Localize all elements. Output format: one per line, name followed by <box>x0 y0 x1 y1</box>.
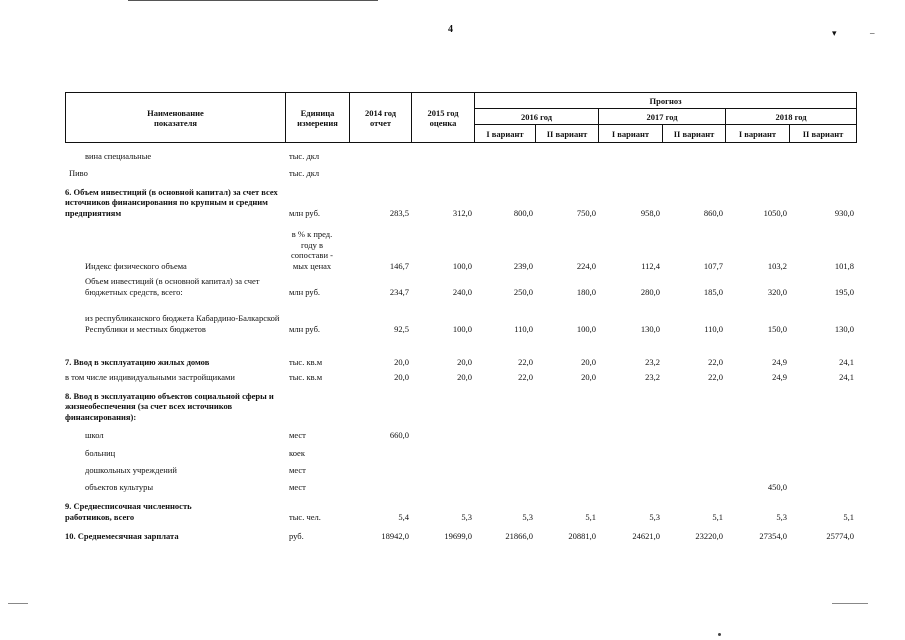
table-row <box>65 492 856 522</box>
table-row <box>65 178 856 218</box>
cell-2017-v1: 280,0 <box>640 286 660 297</box>
cell-2018-v1 <box>725 440 789 458</box>
cell-2014: 18942,0 <box>381 530 409 541</box>
cell-2018-v1 <box>725 422 789 440</box>
cell-2014 <box>349 440 411 458</box>
cell-2015 <box>411 458 474 475</box>
table-row <box>65 440 856 458</box>
header-2018-v2: II вариант <box>790 125 857 143</box>
table-row <box>65 458 856 475</box>
row-name: Пиво <box>69 167 88 178</box>
row-name: в том числе индивидуальными застройщиками <box>65 371 235 382</box>
header-unit: Единица измерения <box>286 93 350 143</box>
cell-2016-v1 <box>474 161 535 178</box>
cell-2016-v1: 22,0 <box>518 371 533 382</box>
cell-2015: 100,0 <box>452 323 472 334</box>
cell-2014: 283,5 <box>389 207 409 218</box>
table-row <box>65 297 856 334</box>
cell-2017-v1 <box>598 440 662 458</box>
cell-2015: 5,3 <box>461 511 472 522</box>
cell-2014: 146,7 <box>389 260 409 271</box>
header-2016: 2016 год <box>475 109 599 125</box>
cell-2014: 234,7 <box>389 286 409 297</box>
cell-2017-v1: 23,2 <box>645 356 660 367</box>
row-name: из республиканского бюджета Кабардино-Балкарской Республики и местных бюджетов <box>85 313 280 334</box>
cell-2018-v1 <box>725 458 789 475</box>
row-name: дошкольных учреждений <box>85 464 177 475</box>
header-2016-v2: II вариант <box>536 125 599 143</box>
cell-2017-v2 <box>662 440 725 458</box>
cell-2015 <box>411 422 474 440</box>
cell-2015 <box>411 148 474 161</box>
row-unit: тыс. кв.м <box>289 356 323 367</box>
cell-2018-v2: 195,0 <box>834 286 854 297</box>
table-row <box>65 522 856 541</box>
cell-2018-v2 <box>789 440 856 458</box>
cell-2015 <box>411 475 474 492</box>
row-unit: тыс. кв.м <box>289 371 323 382</box>
cell-2018-v2: 930,0 <box>834 207 854 218</box>
cell-2016-v1 <box>474 440 535 458</box>
cell-2018-v2 <box>789 422 856 440</box>
row-unit: тыс. дкл <box>289 150 320 161</box>
scan-artifact-dot <box>718 633 721 636</box>
row-name: 7. Ввод в эксплуатацию жилых домов <box>65 356 210 367</box>
cell-2017-v1 <box>598 422 662 440</box>
cell-2016-v2: 20,0 <box>581 356 596 367</box>
cell-2018-v2 <box>789 458 856 475</box>
cell-2017-v1 <box>598 458 662 475</box>
header-forecast: Прогноз <box>475 93 857 109</box>
scan-artifact-mark: – <box>870 28 875 38</box>
row-unit: мест <box>289 429 306 440</box>
cell-2016-v1: 800,0 <box>513 207 533 218</box>
cell-2017-v1: 24621,0 <box>632 530 660 541</box>
cell-2018-v2 <box>789 475 856 492</box>
cell-2017-v2: 860,0 <box>703 207 723 218</box>
cell-2017-v2: 5,1 <box>712 511 723 522</box>
header-2017: 2017 год <box>599 109 726 125</box>
cell-2016-v2 <box>535 475 598 492</box>
cell-2015: 312,0 <box>452 207 472 218</box>
row-unit: тыс. чел. <box>289 511 321 522</box>
cell-2014 <box>349 458 411 475</box>
cell-2014: 92,5 <box>394 323 409 334</box>
cell-2016-v1: 5,3 <box>522 511 533 522</box>
scan-artifact-mark: ▾ <box>832 28 837 38</box>
cell-2017-v2 <box>662 458 725 475</box>
cell-2017-v1 <box>598 148 662 161</box>
cell-2018-v1: 24,9 <box>772 356 787 367</box>
cell-2017-v1: 112,4 <box>641 260 660 271</box>
cell-2018-v2: 24,1 <box>839 356 854 367</box>
cell-2016-v2 <box>535 382 598 422</box>
cell-2016-v1: 21866,0 <box>505 530 533 541</box>
cell-2015: 20,0 <box>457 371 472 382</box>
cell-2016-v2: 20,0 <box>581 371 596 382</box>
header-2015: 2015 год оценка <box>412 93 475 143</box>
table-row <box>65 367 856 382</box>
header-2018-v1: I вариант <box>726 125 790 143</box>
cell-2016-v1: 110,0 <box>514 323 533 334</box>
row-name: 6. Объем инвестиций (в основной капитал) за счет всех источников финансирования по крупным и средним предприятиям <box>65 186 278 218</box>
cell-2017-v2: 22,0 <box>708 356 723 367</box>
cell-2016-v2: 100,0 <box>576 323 596 334</box>
cell-2017-v1: 23,2 <box>645 371 660 382</box>
cell-2017-v2 <box>662 161 725 178</box>
cell-2015: 240,0 <box>452 286 472 297</box>
row-unit: в % к пред. году в сопостави - мых ценах <box>291 229 333 271</box>
cell-2015 <box>411 440 474 458</box>
table-row <box>65 148 856 161</box>
cell-2018-v2 <box>789 148 856 161</box>
cell-2018-v2 <box>789 382 856 422</box>
row-unit: руб. <box>289 530 304 541</box>
header-2017-v2: II вариант <box>663 125 726 143</box>
row-unit: млн руб. <box>289 323 321 334</box>
cell-2015: 100,0 <box>452 260 472 271</box>
header-2016-v1: I вариант <box>475 125 536 143</box>
cell-2018-v1: 5,3 <box>776 511 787 522</box>
cell-2016-v1 <box>474 148 535 161</box>
table-row <box>65 271 856 297</box>
cell-2017-v2: 23220,0 <box>695 530 723 541</box>
row-name: Объем инвестиций (в основной капитал) за счет бюджетных средств, всего: <box>85 276 260 297</box>
cell-2016-v1: 239,0 <box>513 260 533 271</box>
row-name: вина специальные <box>85 150 152 161</box>
cell-2018-v2: 24,1 <box>839 371 854 382</box>
cell-2018-v1: 24,9 <box>772 371 787 382</box>
cell-2017-v2 <box>662 382 725 422</box>
cell-2016-v2: 224,0 <box>576 260 596 271</box>
cell-2016-v2: 750,0 <box>576 207 596 218</box>
row-unit: коек <box>289 447 305 458</box>
cell-2015 <box>411 161 474 178</box>
cell-2014: 20,0 <box>394 356 409 367</box>
cell-2017-v1 <box>598 475 662 492</box>
cell-2017-v1: 5,3 <box>649 511 660 522</box>
cell-2018-v2: 5,1 <box>843 511 854 522</box>
cell-2016-v1: 22,0 <box>518 356 533 367</box>
row-unit: млн руб. <box>289 207 321 218</box>
cell-2018-v1: 1050,0 <box>763 207 787 218</box>
table-row <box>65 422 856 440</box>
cell-2018-v2: 25774,0 <box>826 530 854 541</box>
cell-2018-v2: 101,8 <box>834 260 854 271</box>
cell-2018-v2 <box>789 161 856 178</box>
cell-2014 <box>349 382 411 422</box>
cell-2016-v1: 250,0 <box>513 286 533 297</box>
cell-2018-v1: 150,0 <box>767 323 787 334</box>
row-unit: млн руб. <box>289 286 321 297</box>
cell-2018-v2: 130,0 <box>834 323 854 334</box>
scan-artifact-rule <box>832 603 868 604</box>
cell-2014: 5,4 <box>398 511 409 522</box>
cell-2016-v1 <box>474 458 535 475</box>
cell-2014: 20,0 <box>394 371 409 382</box>
cell-2016-v2 <box>535 148 598 161</box>
cell-2018-v1: 103,2 <box>767 260 787 271</box>
table-row <box>65 161 856 178</box>
cell-2015: 19699,0 <box>444 530 472 541</box>
scan-artifact-rule <box>8 603 28 604</box>
cell-2015: 20,0 <box>457 356 472 367</box>
cell-2017-v1 <box>598 161 662 178</box>
row-name: 10. Среднемесячная зарплата <box>65 530 179 541</box>
cell-2016-v2: 180,0 <box>576 286 596 297</box>
row-unit: мест <box>289 464 306 475</box>
cell-2016-v1 <box>474 422 535 440</box>
header-2017-v1: I вариант <box>599 125 663 143</box>
header-2014: 2014 год отчет <box>350 93 412 143</box>
cell-2018-v1: 320,0 <box>767 286 787 297</box>
row-unit: мест <box>289 481 306 492</box>
cell-2017-v1: 958,0 <box>640 207 660 218</box>
row-name: 8. Ввод в эксплуатацию объектов социальной сферы и жизнеобеспечения (за счет всех источников финансирования): <box>65 390 274 422</box>
table-row <box>65 475 856 492</box>
row-name: больниц <box>85 447 116 458</box>
row-name: 9. Среднесписочная численность работников, всего <box>65 501 192 522</box>
cell-2018-v1 <box>725 382 789 422</box>
cell-2016-v1 <box>474 475 535 492</box>
cell-2018-v1 <box>725 161 789 178</box>
cell-2016-v1 <box>474 382 535 422</box>
row-unit: тыс. дкл <box>289 167 320 178</box>
row-unit <box>285 382 349 422</box>
cell-2018-v1: 450,0 <box>767 481 787 492</box>
cell-2017-v1 <box>598 382 662 422</box>
cell-2016-v2: 5,1 <box>585 511 596 522</box>
header-name: Наименование показателя <box>66 93 286 143</box>
cell-2015 <box>411 382 474 422</box>
cell-2014 <box>349 148 411 161</box>
cell-2016-v2 <box>535 422 598 440</box>
cell-2018-v1 <box>725 148 789 161</box>
row-name: Индекс физического объема <box>85 260 187 271</box>
table-row <box>65 382 856 422</box>
cell-2014 <box>349 475 411 492</box>
cell-2017-v2 <box>662 148 725 161</box>
cell-2017-v2: 107,7 <box>703 260 723 271</box>
cell-2018-v1: 27354,0 <box>759 530 787 541</box>
page-number: 4 <box>448 24 453 35</box>
cell-2016-v2 <box>535 161 598 178</box>
cell-2016-v2: 20881,0 <box>568 530 596 541</box>
data-table <box>65 148 856 541</box>
cell-2014 <box>349 161 411 178</box>
cell-2017-v2: 22,0 <box>708 371 723 382</box>
cell-2016-v2 <box>535 440 598 458</box>
header-2018: 2018 год <box>726 109 857 125</box>
row-name: объектов культуры <box>85 481 154 492</box>
table-row <box>65 334 856 367</box>
cell-2017-v2: 185,0 <box>703 286 723 297</box>
table-header <box>65 92 857 143</box>
table-row <box>65 218 856 271</box>
scan-artifact-rule <box>128 0 378 1</box>
cell-2017-v2: 110,0 <box>704 323 723 334</box>
cell-2014: 660,0 <box>389 429 409 440</box>
cell-2017-v2 <box>662 475 725 492</box>
cell-2017-v2 <box>662 422 725 440</box>
cell-2016-v2 <box>535 458 598 475</box>
cell-2017-v1: 130,0 <box>640 323 660 334</box>
row-name: школ <box>85 429 104 440</box>
